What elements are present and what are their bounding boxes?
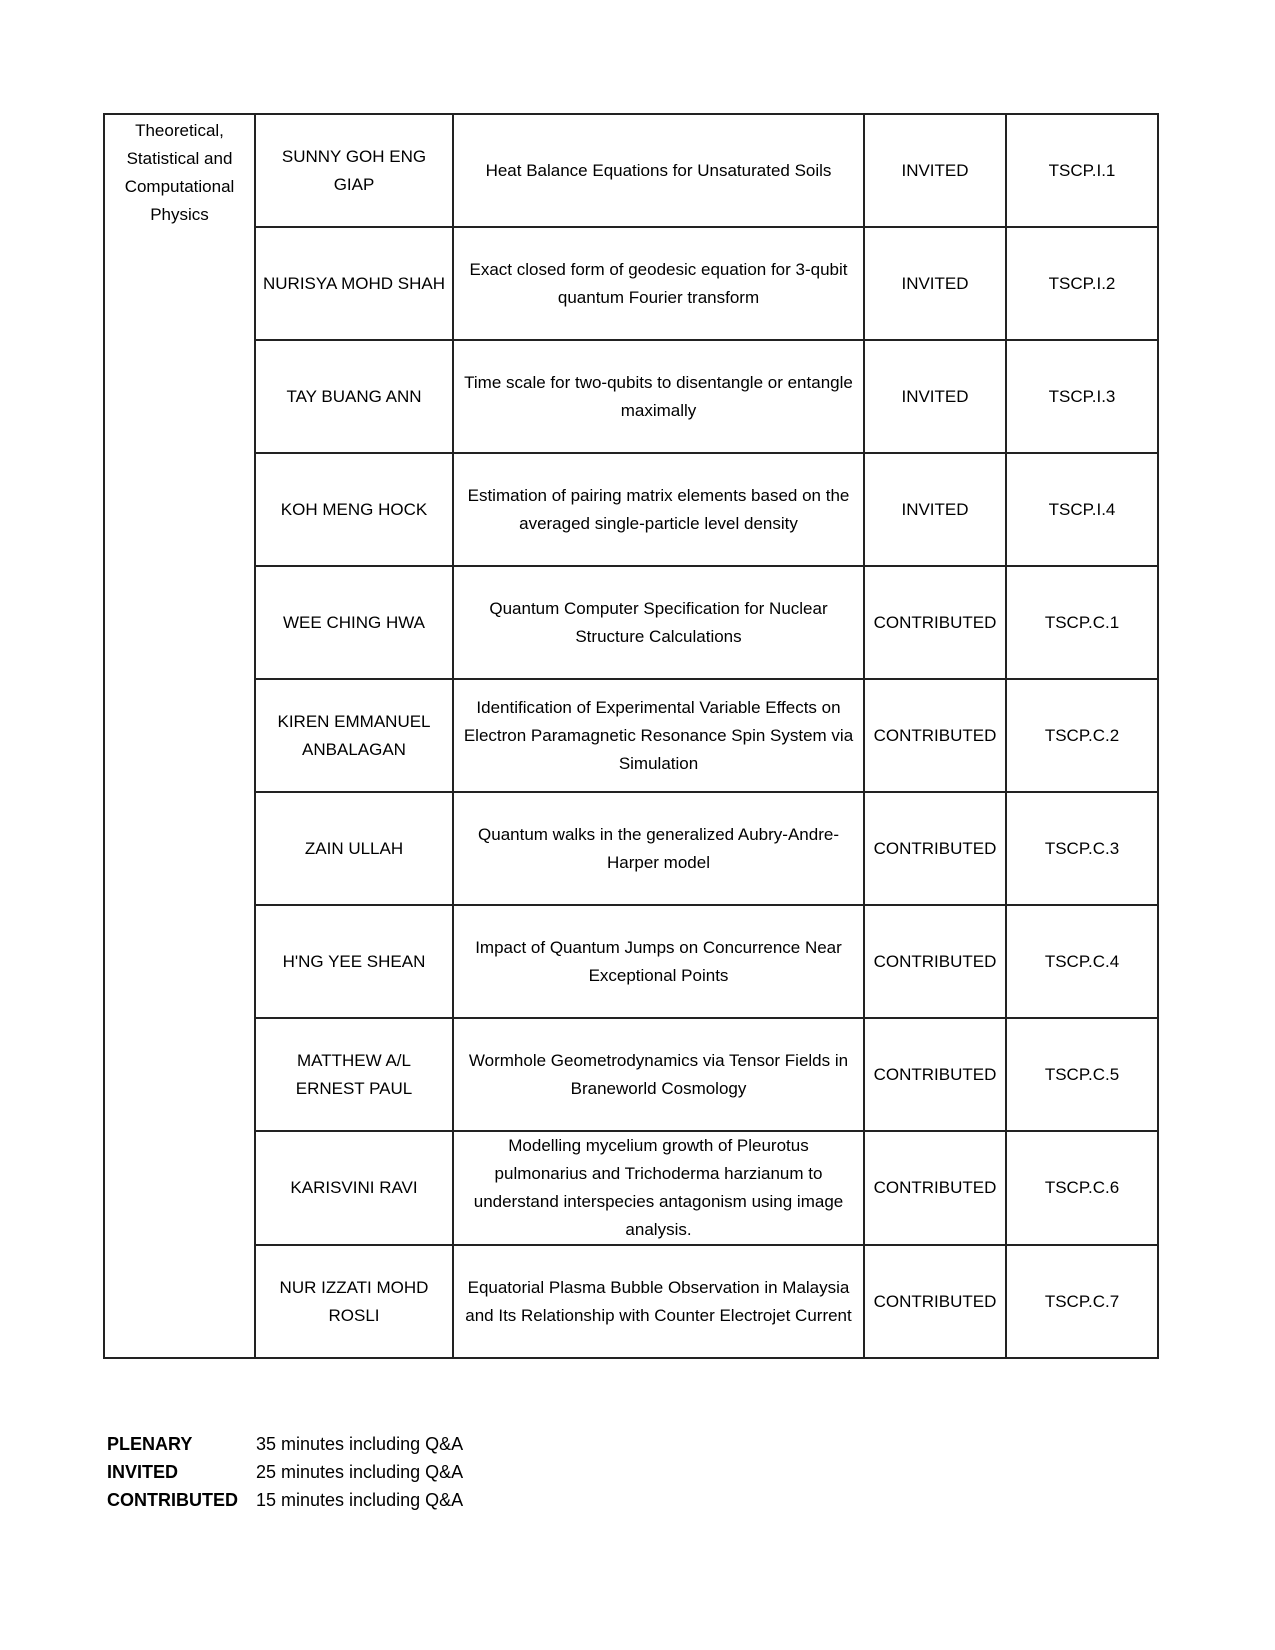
presenter-name: TAY BUANG ANN xyxy=(255,340,453,453)
table-row xyxy=(104,340,1158,453)
table-row xyxy=(104,1131,1158,1245)
table-row xyxy=(104,792,1158,905)
presenter-name: H'NG YEE SHEAN xyxy=(255,905,453,1018)
paper-title: Modelling mycelium growth of Pleurotus pulmonarius and Trichoderma harzianum to understand interspecies antagonism using image analysis. xyxy=(453,1131,864,1245)
presentation-type: INVITED xyxy=(864,114,1006,227)
presenter-name: KARISVINI RAVI xyxy=(255,1131,453,1245)
paper-code: TSCP.I.1 xyxy=(1006,114,1158,227)
duration-legend xyxy=(107,1430,463,1514)
presenter-name: KIREN EMMANUEL ANBALAGAN xyxy=(255,679,453,792)
presenter-name: ZAIN ULLAH xyxy=(255,792,453,905)
paper-title: Impact of Quantum Jumps on Concurrence Near Exceptional Points xyxy=(453,905,864,1018)
presentation-type: CONTRIBUTED xyxy=(864,679,1006,792)
paper-code: TSCP.C.1 xyxy=(1006,566,1158,679)
table-row xyxy=(104,114,1158,227)
paper-title: Equatorial Plasma Bubble Observation in Malaysia and Its Relationship with Counter Electrojet Current xyxy=(453,1245,864,1358)
presentation-type: CONTRIBUTED xyxy=(864,1018,1006,1131)
presenter-name: MATTHEW A/L ERNEST PAUL xyxy=(255,1018,453,1131)
schedule-table xyxy=(103,113,1159,1359)
paper-title: Wormhole Geometrodynamics via Tensor Fields in Braneworld Cosmology xyxy=(453,1018,864,1131)
paper-code: TSCP.C.4 xyxy=(1006,905,1158,1018)
presentation-type: INVITED xyxy=(864,453,1006,566)
legend-label: PLENARY xyxy=(107,1434,193,1454)
legend-value: 35 minutes including Q&A xyxy=(256,1434,464,1454)
legend-label: INVITED xyxy=(107,1462,179,1482)
presenter-name: KOH MENG HOCK xyxy=(255,453,453,566)
presenter-name: NURISYA MOHD SHAH xyxy=(255,227,453,340)
table-row xyxy=(104,679,1158,792)
legend-value: 25 minutes including Q&A xyxy=(256,1462,464,1482)
paper-code: TSCP.I.3 xyxy=(1006,340,1158,453)
legend-label: CONTRIBUTED xyxy=(107,1490,238,1510)
paper-title: Quantum Computer Specification for Nuclear Structure Calculations xyxy=(453,566,864,679)
paper-title: Exact closed form of geodesic equation for 3-qubit quantum Fourier transform xyxy=(453,227,864,340)
paper-title: Time scale for two-qubits to disentangle or entangle maximally xyxy=(453,340,864,453)
paper-code: TSCP.I.2 xyxy=(1006,227,1158,340)
presenter-name: NUR IZZATI MOHD ROSLI xyxy=(255,1245,453,1358)
paper-code: TSCP.C.2 xyxy=(1006,679,1158,792)
presenter-name: WEE CHING HWA xyxy=(255,566,453,679)
table-row xyxy=(104,453,1158,566)
presentation-type: CONTRIBUTED xyxy=(864,1245,1006,1358)
legend-value: 15 minutes including Q&A xyxy=(256,1490,464,1510)
presentation-type: INVITED xyxy=(864,227,1006,340)
paper-code: TSCP.C.6 xyxy=(1006,1131,1158,1245)
table-row xyxy=(104,566,1158,679)
paper-code: TSCP.C.7 xyxy=(1006,1245,1158,1358)
category-cell: Theoretical, Statistical and Computational Physics xyxy=(104,114,255,1358)
presentation-type: CONTRIBUTED xyxy=(864,905,1006,1018)
paper-code: TSCP.C.5 xyxy=(1006,1018,1158,1131)
legend-row xyxy=(107,1458,463,1486)
table-row xyxy=(104,227,1158,340)
table-row xyxy=(104,905,1158,1018)
presenter-name: SUNNY GOH ENG GIAP xyxy=(255,114,453,227)
paper-title: Heat Balance Equations for Unsaturated Soils xyxy=(453,114,864,227)
table-row xyxy=(104,1018,1158,1131)
paper-title: Estimation of pairing matrix elements based on the averaged single-particle level density xyxy=(453,453,864,566)
legend-row xyxy=(107,1486,463,1514)
paper-code: TSCP.C.3 xyxy=(1006,792,1158,905)
legend-row xyxy=(107,1430,463,1458)
presentation-type: CONTRIBUTED xyxy=(864,566,1006,679)
presentation-type: CONTRIBUTED xyxy=(864,1131,1006,1245)
paper-title: Identification of Experimental Variable Effects on Electron Paramagnetic Resonance Spin System via Simulation xyxy=(453,679,864,792)
presentation-type: INVITED xyxy=(864,340,1006,453)
paper-code: TSCP.I.4 xyxy=(1006,453,1158,566)
paper-title: Quantum walks in the generalized Aubry-Andre-Harper model xyxy=(453,792,864,905)
table-row xyxy=(104,1245,1158,1358)
presentation-type: CONTRIBUTED xyxy=(864,792,1006,905)
